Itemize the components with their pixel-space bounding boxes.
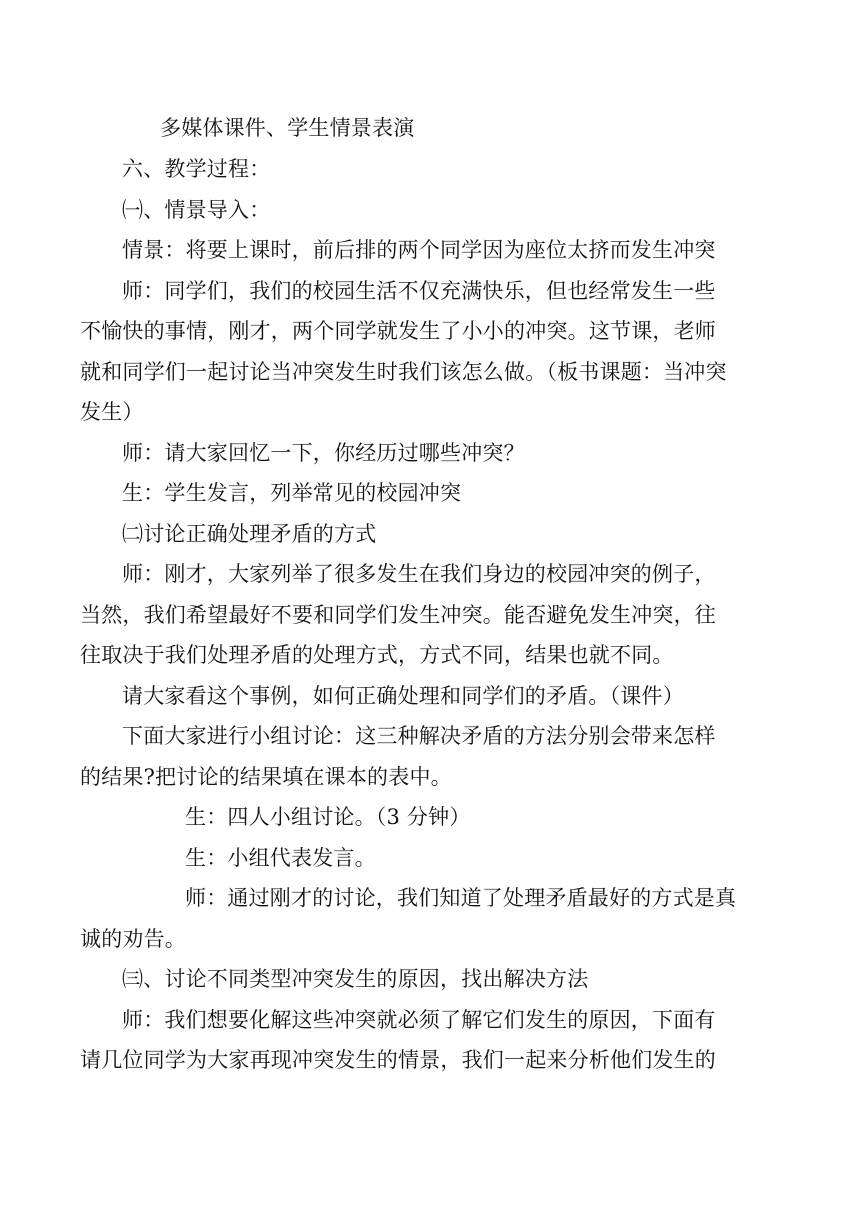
paragraph-line: 当然，我们希望最好不要和同学们发生冲突。能否避免发生冲突，往 [80, 603, 716, 627]
paragraph-line: 下面大家进行小组讨论：这三种解决矛盾的方法分别会带来怎样 [122, 724, 716, 748]
section-heading: 六、教学过程： [122, 157, 271, 181]
paragraph-line: 生：小组代表发言。 [185, 846, 376, 870]
paragraph-line: 师：刚才，大家列举了很多发生在我们身边的校园冲突的例子， [122, 562, 716, 586]
paragraph-line: 师：请大家回忆一下，你经历过哪些冲突？ [122, 441, 525, 465]
paragraph-line: 诚的劝告。 [80, 927, 186, 951]
subsection-heading: ㈢、讨论不同类型冲突发生的原因，找出解决方法 [122, 967, 589, 991]
paragraph-line: 请大家看这个事例，如何正确处理和同学们的矛盾。（课件） [122, 684, 684, 708]
paragraph-line: 情景：将要上课时，前后排的两个同学因为座位太挤而发生冲突 [122, 238, 716, 262]
paragraph-line: 师：我们想要化解这些冲突就必须了解它们发生的原因，下面有 [122, 1008, 716, 1032]
paragraph-line: 就和同学们一起讨论当冲突发生时我们该怎么做。（板书课题：当冲突 [80, 360, 727, 384]
paragraph-line: 多媒体课件、学生情景表演 [160, 116, 415, 140]
paragraph-line: 师：通过刚才的讨论，我们知道了处理矛盾最好的方式是真 [185, 886, 737, 910]
paragraph-line: 发生） [80, 400, 144, 424]
paragraph-line: 请几位同学为大家再现冲突发生的情景，我们一起来分析他们发生的 [80, 1048, 716, 1072]
subsection-heading: ㈠、情景导入： [122, 198, 271, 222]
paragraph-line: 不愉快的事情，刚才，两个同学就发生了小小的冲突。这节课，老师 [80, 319, 716, 343]
paragraph-line: 师：同学们，我们的校园生活不仅充满快乐，但也经常发生一些 [122, 279, 716, 303]
paragraph-line: 生：学生发言，列举常见的校园冲突 [122, 481, 462, 505]
subsection-heading: ㈡讨论正确处理矛盾的方式 [122, 522, 377, 546]
paragraph-line: 生：四人小组讨论。（3 分钟） [185, 805, 471, 829]
paragraph-line: 往取决于我们处理矛盾的处理方式，方式不同，结果也就不同。 [80, 643, 674, 667]
paragraph-line: 的结果?把讨论的结果填在课本的表中。 [80, 765, 452, 789]
